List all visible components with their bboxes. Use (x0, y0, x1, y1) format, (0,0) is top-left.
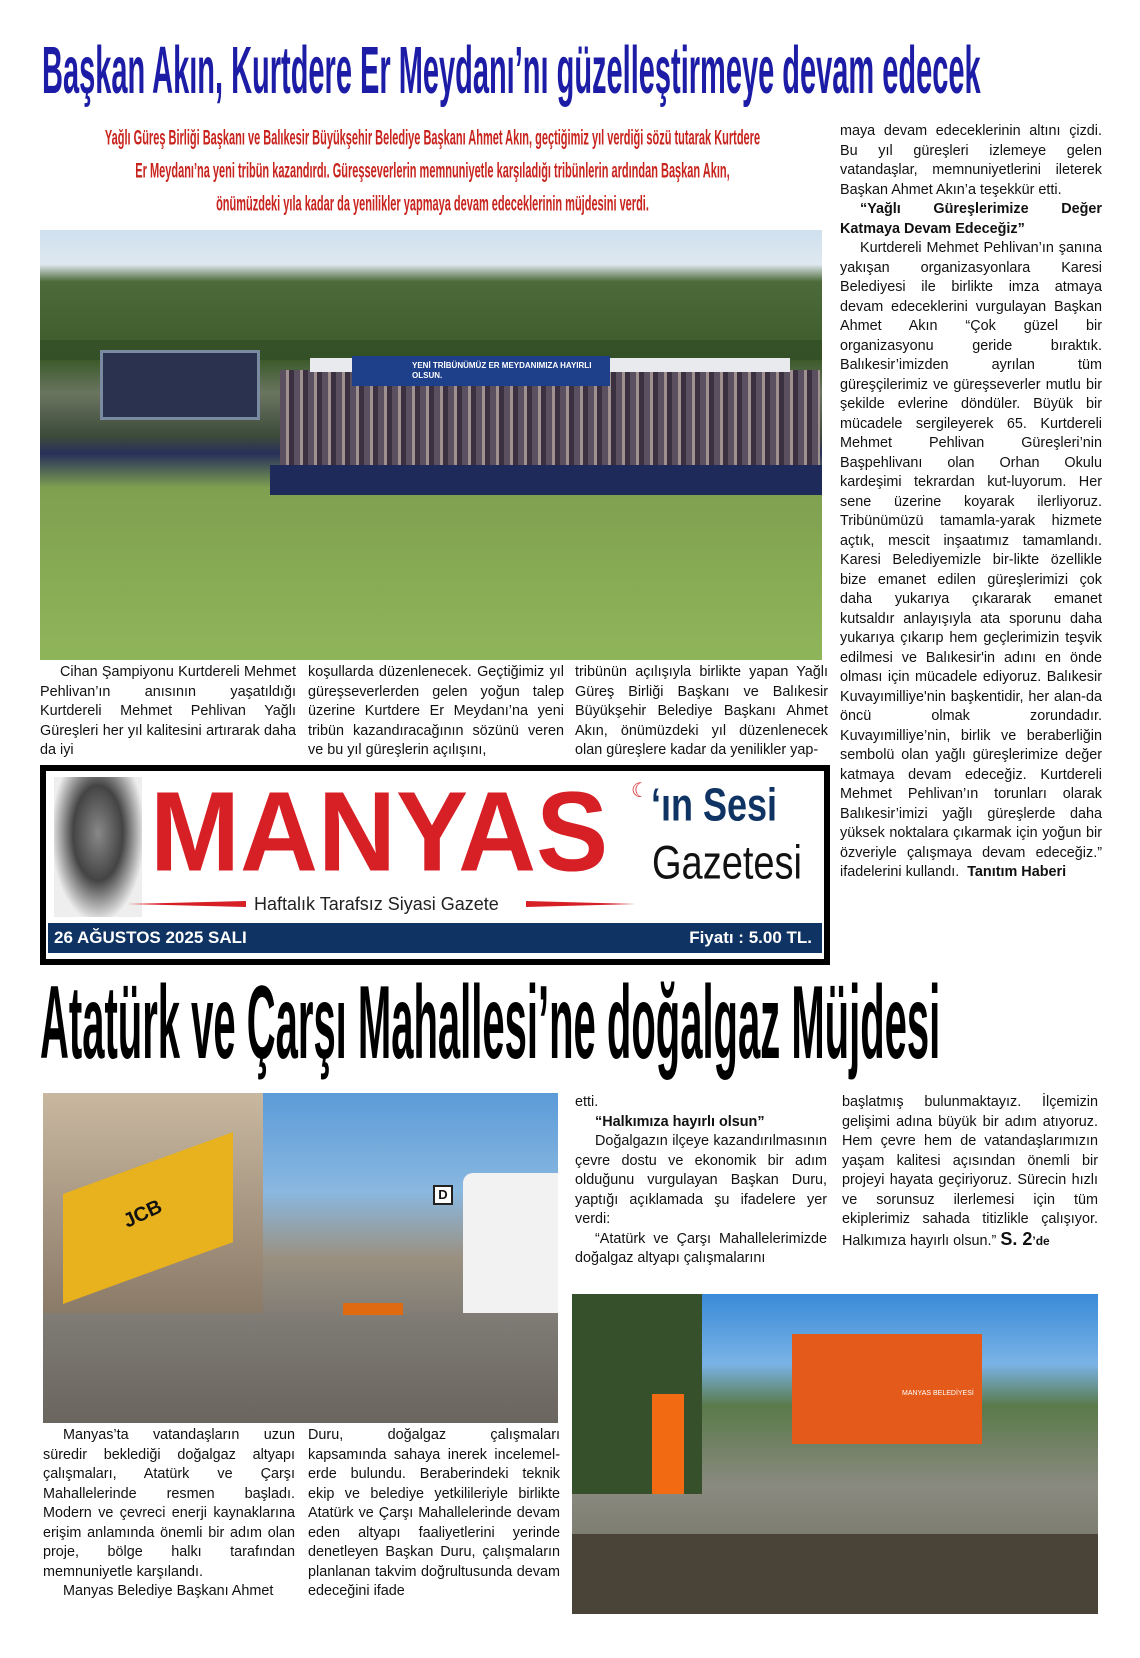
article1-col3: tribünün açılışıyla birlikte yapan Yağlı Güreş Birliği Başkanı ve Balıkesir Büyükşehir Belediye Başkanı Ahmet Akın, önümüzdeki yıl düzenlenecek olan güreşlere kadar da yenilikler yap- (575, 664, 828, 758)
masthead-bar (48, 923, 822, 953)
continued-page: S. 2 (1000, 1228, 1033, 1249)
gas-works-truck-photo (572, 1294, 1098, 1614)
paragraph: başlatmış bulunmaktayız. İlçemizin gelişimi adına büyük bir adım atıyoruz. Hem çevre hem de vatandaşlarımızın yaşam kalitesi açısından önemli bir projeyi hayata geçiriyoruz. Sürecin hızlı ve sorunsuz ilerlemesi için tüm ekiplerimiz sahada titizlikle çalışıyor. Halkımıza hayırlı olsun.” S. 2’de (842, 1094, 1098, 1249)
masthead-gazetesi: Gazetesi (652, 837, 802, 890)
paragraph: Manyas Belediye Başkanı Ahmet (63, 1583, 274, 1599)
truck-label: MANYAS BELEDİYESİ (902, 1390, 974, 1397)
continued-suffix: ’de (1032, 1233, 1050, 1248)
article2-col2 (308, 1426, 560, 1602)
paragraph: maya devam edeceklerinin altını çizdi. Bu yıl güreşleri izlemeye gelen vatandaşlar, memnuniyetlerini ileterek Başkan Ahmet Akın’a teşekkür etti. (840, 123, 1102, 198)
subheading: “Halkımıza hayırlı olsun” (595, 1113, 765, 1130)
article1-col1: Cihan Şampiyonu Kurtdereli Mehmet Pehlivan’ın anısının yaşatıldığı Kurtdereli Mehmet Pehlivan Yağlı Güreşleri her yıl kalitesini artırarak daha da iyi (40, 664, 296, 758)
paragraph: “Atatürk ve Çarşı Mahallelerimizde doğalgaz altyapı çalışmalarını (575, 1230, 827, 1266)
masthead (40, 765, 830, 965)
byline: Tanıtım Haberi (967, 864, 1067, 880)
paragraph: etti. (575, 1094, 599, 1110)
masthead-suffix: ‘ın Sesi (651, 777, 778, 831)
wrestling-stadium-photo (40, 230, 822, 660)
paragraph: Duru, doğalgaz çalışmaları kapsamında sahaya inerek incelemel-erde bulundu. Beraberindeki teknik ekip ve belediye yetkilileriyle birlikte Atatürk ve Çarşı Mahallelerinde devam eden altyapı faaliyetlerini yerinde denetleyen Başkan Duru, çalışmaların planlanan takvim doğrultusunda devam edeceğini ifade (308, 1427, 560, 1599)
article2-col3 (575, 1093, 827, 1269)
subheadline-line: Er Meydanı’na yeni tribün kazandırdı. Güreşseverlerin memnuniyetle karşıladığı tribünlerin ardından Başkan Akın, (135, 160, 730, 184)
subheading: “Yağlı Güreşlerimize Değer Katmaya Devam Edeceğiz” (840, 201, 1102, 237)
paragraph: Kurtdereli Mehmet Pehlivan’ın şanına yakışan organizasyonlara Karesi Belediyesi ile birlikte imza atmaya devam edeceklerini vurgulayan Başkan Ahmet Akın “Çok güzel bir organizasyonu geride bıraktık. Balıkesir’imizden ayrılan tüm güreşçilerimiz ve güreşseverler mutlu bir şekilde evlerine döndüler. Büyük bir mücadele sergileyerek 65. Kurtdereli Mehmet Pehlivan Güreşleri’nin Başpehlivanı olan Orhan Okulu kardeşimi tekrardan kut-luyorum. Her sene üzerine koyarak ilerliyoruz. Tribünümüzü tamamla-yarak hizmete açtık, mescit inşaatımız tamamlandı. Karesi Belediyemizle bir-likte özellikle bize emanet edilen güreşlerimizi çok daha yukarıya çıkararak emanet kutsaldır anlayışıyla ata sporunu daha yukarıya çıkarıp hem geçlerimizin teşvik edilmesi ve Balıkesir'in adını en önde olması için mücadele ediyoruz. Balıkesir Kuvayımilliye'nin başkentidir, her alan-da öncü olmak zorundadır. Kuvayımilliye’nin, birlik ve beraberliğin sembolü olan yağlı güreşlerimize değer katmaya devam edeceğiz. Kurtdereli Mehmet Pehlivan’ın torunları olarak Balıkesir’imizi yağlı güreşlerde daha yüksek noktalara çıkarmak için yoğun bir özveriyle çalışmaya devam edeceğiz.” ifadelerini kullandı. Tanıtım Haberi (840, 240, 1102, 880)
issue-price: Fiyatı : 5.00 TL. (689, 928, 812, 947)
dump-truck (792, 1334, 982, 1444)
turkish-flag-icon: ☾ (631, 780, 649, 802)
excavator-street-photo (43, 1093, 558, 1423)
subheadline-1 (40, 122, 825, 221)
subheadline-line: önümüzdeki yıla kadar da yenilikler yapmaya devam edeceklerinin müjdesini verdi. (216, 193, 649, 217)
paragraph: Doğalgazın ilçeye kazandırılmasının çevre dostu ve ekonomik bir adım olduğunu vurgulayan Başkan Duru, yaptığı açıklamada şu ifadelere yer verdi: (575, 1133, 827, 1227)
ataturk-portrait (54, 777, 142, 917)
article2-col1 (43, 1426, 295, 1602)
headline-1: Başkan Akın, Kurtdere Er Meydanı’nı güzelleştirmeye devam edecek (42, 35, 981, 109)
issue-date: 26 AĞUSTOS 2025 SALI (54, 928, 247, 947)
article1-col2: koşullarda düzenlenecek. Geçtiğimiz yıl güreşseverlerden gelen yoğun talep üzerine Kurtdere Er Meydanı’na yeni tribün kazandıracağının sözünü veren ve bu yıl güreşlerin açılışını, (308, 664, 564, 758)
masthead-name: MANYAS (150, 767, 609, 895)
masthead-tagline: Haftalık Tarafsız Siyasi Gazete (254, 894, 499, 914)
road-sign: D (433, 1185, 453, 1205)
article2-col4 (842, 1093, 1098, 1251)
jcb-label: JCB (120, 1195, 166, 1233)
stadium-banner: YENİ TRİBÜNÜMÜZ ER MEYDANIMIZA HAYIRLI OLSUN. (352, 356, 610, 386)
paragraph: Manyas’ta vatandaşların uzun süredir beklediği doğalgaz altyapı çalışmaları, Atatürk ve Çarşı Mahallelerinde resmen başladı. Modern ve çevreci enerji kaynaklarına erişim anlamında önemli bir adım olan proje, bölge halkı tarafından memnuniyetle karşılandı. (43, 1427, 295, 1580)
subheadline-line: Yağlı Güreş Birliği Başkanı ve Balıkesir Büyükşehir Belediye Başkanı Ahmet Akın, geçtiğimiz yıl verdiği sözü tutarak Kurtdere (104, 127, 761, 151)
headline-2: Atatürk ve Çarşı Mahallesi’ne doğalgaz Müjdesi (40, 966, 941, 1082)
article1-right-col (840, 122, 1102, 883)
